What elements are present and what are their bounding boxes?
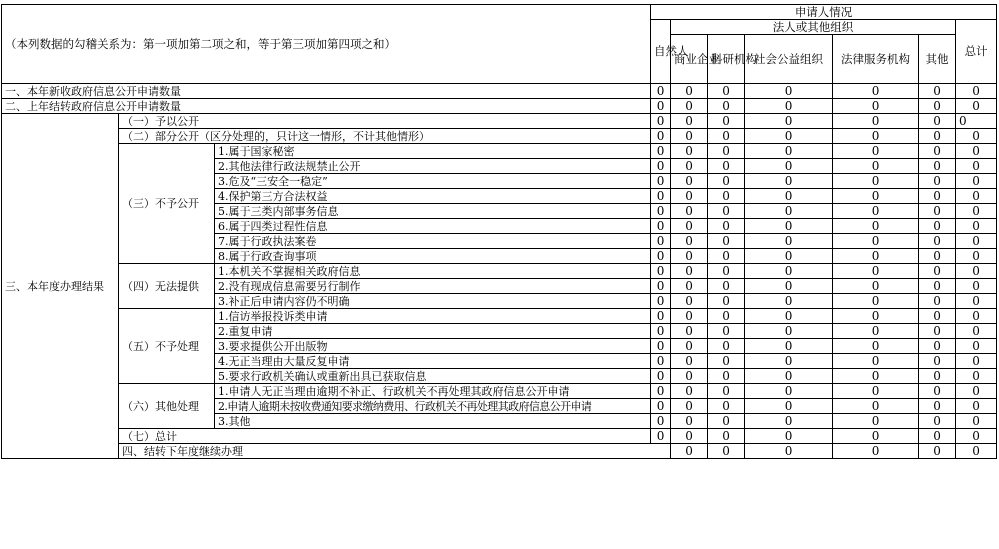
row-label: 2.其他法律行政法规禁止公开 — [215, 159, 651, 174]
value-cell: 0 — [919, 399, 956, 414]
value-cell: 0 — [956, 249, 997, 264]
table-row — [2, 264, 997, 279]
value-cell: 0 — [708, 99, 745, 114]
row-label: 1.信访举报投诉类申请 — [215, 309, 651, 324]
value-cell: 0 — [651, 129, 671, 144]
row-label: （一）予以公开 — [119, 114, 651, 129]
value-cell: 0 — [919, 249, 956, 264]
value-cell: 0 — [833, 444, 919, 459]
value-cell: 0 — [919, 144, 956, 159]
value-cell: 0 — [745, 99, 833, 114]
value-cell: 0 — [745, 174, 833, 189]
value-cell: 0 — [651, 159, 671, 174]
value-cell: 0 — [708, 294, 745, 309]
row-label: 5.要求行政机关确认或重新出具已获取信息 — [215, 369, 651, 384]
value-cell: 0 — [708, 189, 745, 204]
value-cell: 0 — [956, 129, 997, 144]
value-cell: 0 — [671, 204, 708, 219]
row-label: （二）部分公开（区分处理的，只计这一情形，不计其他情形） — [119, 129, 651, 144]
value-cell: 0 — [671, 249, 708, 264]
value-cell: 0 — [651, 399, 671, 414]
other-header: 其他 — [919, 35, 956, 84]
group-label: （六）其他处理 — [119, 384, 215, 429]
value-cell: 0 — [708, 129, 745, 144]
value-cell: 0 — [651, 279, 671, 294]
value-cell: 0 — [956, 324, 997, 339]
value-cell: 0 — [708, 399, 745, 414]
value-cell: 0 — [833, 84, 919, 99]
value-cell: 0 — [833, 399, 919, 414]
value-cell: 0 — [919, 129, 956, 144]
table-row — [2, 309, 997, 324]
table-row — [2, 99, 997, 114]
value-cell: 0 — [956, 414, 997, 429]
value-cell: 0 — [708, 249, 745, 264]
value-cell: 0 — [956, 399, 997, 414]
value-cell: 0 — [745, 339, 833, 354]
row-label: （七）总计 — [119, 429, 651, 444]
value-cell: 0 — [919, 294, 956, 309]
row-label: 3.危及“三安全一稳定” — [215, 174, 651, 189]
value-cell: 0 — [671, 189, 708, 204]
value-cell: 0 — [833, 429, 919, 444]
value-cell: 0 — [833, 414, 919, 429]
total-header: 总计 — [956, 20, 997, 84]
value-cell: 0 — [745, 369, 833, 384]
value-cell: 0 — [745, 234, 833, 249]
value-cell: 0 — [708, 279, 745, 294]
value-cell: 0 — [833, 129, 919, 144]
table-row — [2, 84, 997, 99]
value-cell: 0 — [956, 204, 997, 219]
value-cell: 0 — [919, 189, 956, 204]
header-row-1 — [2, 5, 997, 20]
value-cell: 0 — [671, 414, 708, 429]
value-cell: 0 — [671, 159, 708, 174]
value-cell: 0 — [919, 369, 956, 384]
value-cell: 0 — [708, 354, 745, 369]
value-cell: 0 — [956, 294, 997, 309]
value-cell: 0 — [745, 84, 833, 99]
value-cell: 0 — [919, 99, 956, 114]
table-row — [2, 144, 997, 159]
business-header: 商业企业 — [671, 35, 708, 84]
row-label: 1.申请人无正当理由逾期不补正、行政机关不再处理其政府信息公开申请 — [215, 384, 651, 399]
value-cell: 0 — [651, 309, 671, 324]
row-label: 2.没有现成信息需要另行制作 — [215, 279, 651, 294]
row-label: 3.其他 — [215, 414, 651, 429]
value-cell: 0 — [833, 339, 919, 354]
value-cell: 0 — [708, 144, 745, 159]
value-cell: 0 — [671, 174, 708, 189]
value-cell: 0 — [651, 144, 671, 159]
value-cell: 0 — [708, 234, 745, 249]
value-cell: 0 — [956, 174, 997, 189]
row-label: 2.申请人逾期未按收费通知要求缴纳费用、行政机关不再处理其政府信息公开申请 — [215, 399, 651, 414]
row-label: 四、结转下年度继续办理 — [119, 444, 671, 459]
value-cell: 0 — [956, 189, 997, 204]
value-cell: 0 — [919, 84, 956, 99]
value-cell: 0 — [919, 114, 956, 129]
value-cell: 0 — [708, 339, 745, 354]
value-cell: 0 — [833, 294, 919, 309]
value-cell: 0 — [745, 309, 833, 324]
value-cell: 0 — [833, 219, 919, 234]
value-cell: 0 — [833, 159, 919, 174]
legal-service-header: 法律服务机构 — [833, 35, 919, 84]
value-cell: 0 — [833, 204, 919, 219]
value-cell: 0 — [671, 294, 708, 309]
value-cell: 0 — [708, 444, 745, 459]
value-cell: 0 — [919, 444, 956, 459]
table-row — [2, 384, 997, 399]
value-cell: 0 — [956, 369, 997, 384]
value-cell: 0 — [745, 414, 833, 429]
value-cell: 0 — [745, 429, 833, 444]
value-cell: 0 — [745, 189, 833, 204]
value-cell: 0 — [919, 339, 956, 354]
value-cell: 0 — [919, 309, 956, 324]
value-cell: 0 — [956, 144, 997, 159]
value-cell: 0 — [651, 294, 671, 309]
legal-group-header: 法人或其他组织 — [671, 20, 956, 35]
value-cell: 0 — [708, 309, 745, 324]
value-cell: 0 — [671, 234, 708, 249]
value-cell: 0 — [708, 429, 745, 444]
row-label: 1.本机关不掌握相关政府信息 — [215, 264, 651, 279]
row-label: 一、本年新收政府信息公开申请数量 — [2, 84, 651, 99]
value-cell: 0 — [919, 279, 956, 294]
value-cell: 0 — [708, 204, 745, 219]
group-label: （五）不予处理 — [119, 309, 215, 384]
value-cell: 0 — [671, 264, 708, 279]
value-cell: 0 — [651, 174, 671, 189]
value-cell: 0 — [671, 129, 708, 144]
value-cell: 0 — [708, 264, 745, 279]
value-cell: 0 — [956, 264, 997, 279]
value-cell: 0 — [833, 369, 919, 384]
value-cell: 0 — [671, 99, 708, 114]
value-cell: 0 — [956, 384, 997, 399]
value-cell: 0 — [919, 384, 956, 399]
value-cell: 0 — [651, 114, 671, 129]
value-cell: 0 — [708, 324, 745, 339]
value-cell: 0 — [919, 159, 956, 174]
value-cell: 0 — [745, 219, 833, 234]
value-cell: 0 — [745, 279, 833, 294]
value-cell: 0 — [956, 429, 997, 444]
value-cell: 0 — [833, 189, 919, 204]
value-cell: 0 — [671, 219, 708, 234]
value-cell: 0 — [833, 174, 919, 189]
value-cell: 0 — [919, 354, 956, 369]
value-cell: 0 — [956, 444, 997, 459]
row-label: 4.保护第三方合法权益 — [215, 189, 651, 204]
value-cell: 0 — [671, 324, 708, 339]
group-label: （四）无法提供 — [119, 264, 215, 309]
value-cell: 0 — [956, 114, 997, 129]
value-cell: 0 — [708, 174, 745, 189]
value-cell: 0 — [745, 294, 833, 309]
value-cell: 0 — [671, 444, 708, 459]
value-cell: 0 — [919, 234, 956, 249]
value-cell: 0 — [651, 234, 671, 249]
value-cell: 0 — [919, 204, 956, 219]
value-cell: 0 — [671, 339, 708, 354]
value-cell: 0 — [651, 249, 671, 264]
value-cell: 0 — [833, 144, 919, 159]
value-cell: 0 — [919, 414, 956, 429]
value-cell: 0 — [956, 354, 997, 369]
value-cell: 0 — [956, 279, 997, 294]
value-cell: 0 — [745, 204, 833, 219]
value-cell: 0 — [651, 99, 671, 114]
value-cell: 0 — [919, 264, 956, 279]
value-cell: 0 — [671, 429, 708, 444]
value-cell: 0 — [745, 159, 833, 174]
natural-person-header: 自然人 — [651, 20, 671, 84]
value-cell: 0 — [745, 384, 833, 399]
research-header: 科研机构 — [708, 35, 745, 84]
value-cell: 0 — [671, 84, 708, 99]
value-cell: 0 — [956, 84, 997, 99]
value-cell: 0 — [671, 309, 708, 324]
value-cell: 0 — [671, 114, 708, 129]
row-label: 7.属于行政执法案卷 — [215, 234, 651, 249]
value-cell: 0 — [833, 279, 919, 294]
value-cell: 0 — [745, 354, 833, 369]
column-relation-note: （本列数据的勾稽关系为：第一项加第二项之和，等于第三项加第四项之和） — [2, 5, 651, 84]
table-row — [2, 114, 997, 129]
value-cell: 0 — [833, 309, 919, 324]
value-cell: 0 — [708, 384, 745, 399]
value-cell: 0 — [651, 339, 671, 354]
government-info-disclosure-table — [1, 4, 997, 459]
row-label: 1.属于国家秘密 — [215, 144, 651, 159]
value-cell: 0 — [745, 129, 833, 144]
value-cell: 0 — [651, 429, 671, 444]
value-cell: 0 — [651, 354, 671, 369]
value-cell: 0 — [671, 354, 708, 369]
value-cell: 0 — [708, 414, 745, 429]
value-cell: 0 — [671, 369, 708, 384]
value-cell: 0 — [919, 174, 956, 189]
value-cell: 0 — [956, 159, 997, 174]
value-cell: 0 — [919, 429, 956, 444]
value-cell: 0 — [708, 159, 745, 174]
value-cell: 0 — [651, 369, 671, 384]
value-cell: 0 — [833, 264, 919, 279]
applicant-header: 申请人情况 — [651, 5, 997, 20]
value-cell: 0 — [956, 339, 997, 354]
value-cell: 0 — [745, 114, 833, 129]
value-cell: 0 — [833, 249, 919, 264]
row-label: 8.属于行政查询事项 — [215, 249, 651, 264]
value-cell: 0 — [919, 324, 956, 339]
row-label: 3.补正后申请内容仍不明确 — [215, 294, 651, 309]
value-cell: 0 — [745, 264, 833, 279]
row-label: 6.属于四类过程性信息 — [215, 219, 651, 234]
value-cell: 0 — [708, 114, 745, 129]
value-cell: 0 — [671, 399, 708, 414]
value-cell: 0 — [651, 264, 671, 279]
value-cell: 0 — [651, 84, 671, 99]
value-cell: 0 — [833, 384, 919, 399]
table-row — [2, 129, 997, 144]
row-label: 3.要求提供公开出版物 — [215, 339, 651, 354]
value-cell: 0 — [956, 309, 997, 324]
value-cell: 0 — [651, 384, 671, 399]
value-cell: 0 — [651, 414, 671, 429]
value-cell: 0 — [651, 189, 671, 204]
value-cell: 0 — [833, 324, 919, 339]
value-cell: 0 — [745, 399, 833, 414]
value-cell: 0 — [833, 114, 919, 129]
value-cell: 0 — [833, 99, 919, 114]
value-cell: 0 — [651, 204, 671, 219]
table-row — [2, 429, 997, 444]
value-cell: 0 — [708, 219, 745, 234]
value-cell: 0 — [708, 369, 745, 384]
row-label: 二、上年结转政府信息公开申请数量 — [2, 99, 651, 114]
value-cell: 0 — [651, 219, 671, 234]
value-cell: 0 — [671, 144, 708, 159]
value-cell: 0 — [956, 234, 997, 249]
value-cell: 0 — [671, 384, 708, 399]
group-label: （三）不予公开 — [119, 144, 215, 264]
section-label: 三、本年度办理结果 — [2, 114, 119, 459]
social-welfare-header: 社会公益组织 — [745, 35, 833, 84]
value-cell: 0 — [833, 234, 919, 249]
value-cell: 0 — [956, 219, 997, 234]
value-cell: 0 — [745, 144, 833, 159]
value-cell: 0 — [651, 324, 671, 339]
value-cell: 0 — [745, 324, 833, 339]
value-cell: 0 — [833, 354, 919, 369]
table-row — [2, 444, 997, 459]
value-cell: 0 — [745, 444, 833, 459]
row-label: 2.重复申请 — [215, 324, 651, 339]
value-cell: 0 — [671, 279, 708, 294]
row-label: 4.无正当理由大量反复申请 — [215, 354, 651, 369]
value-cell: 0 — [708, 84, 745, 99]
value-cell: 0 — [745, 249, 833, 264]
row-label: 5.属于三类内部事务信息 — [215, 204, 651, 219]
value-cell: 0 — [919, 219, 956, 234]
value-cell: 0 — [956, 99, 997, 114]
